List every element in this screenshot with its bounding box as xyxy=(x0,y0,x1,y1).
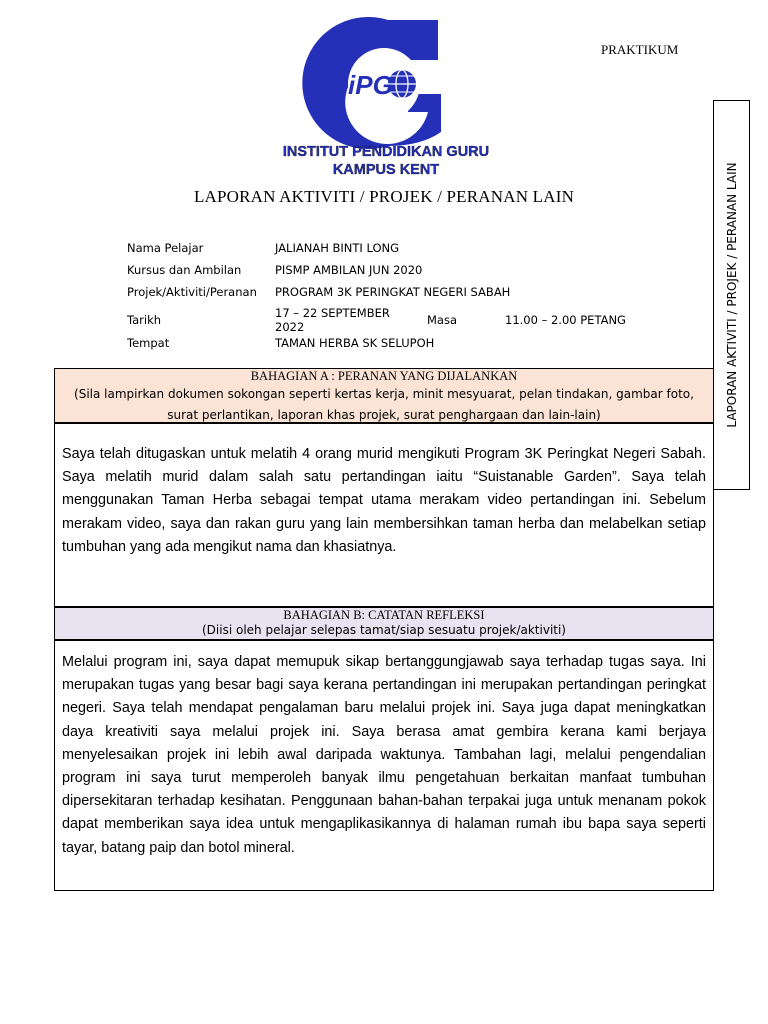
masa-label: Masa xyxy=(427,313,458,327)
side-label-box xyxy=(713,100,750,490)
section-a-title: BAHAGIAN A : PERANAN YANG DIJALANKAN xyxy=(250,369,518,383)
section-a-note: (Sila lampirkan dokumen sokongan seperti kertas kerja, minit mesyuarat, pelan tindakan, gambar foto, surat perlantikan, laporan khas projek, surat penghargaan dan lain-lain) xyxy=(74,387,694,422)
projek-label: Projek/Aktiviti/Peranan xyxy=(127,285,257,299)
svg-text:iPG: iPG xyxy=(348,70,393,100)
nama-value: JALIANAH BINTI LONG xyxy=(275,241,400,255)
tempat-label: Tempat xyxy=(127,336,170,350)
tarikh-label: Tarikh xyxy=(127,313,162,327)
page-title: LAPORAN AKTIVITI / PROJEK / PERANAN LAIN xyxy=(193,187,575,206)
svg-text:KAMPUS KENT: KAMPUS KENT xyxy=(332,162,440,178)
section-a-header xyxy=(54,368,714,423)
tempat-value: TAMAN HERBA SK SELUPOH xyxy=(275,336,435,350)
section-b-text: Melalui program ini, saya dapat memupuk sikap bertanggungjawab saya terhadap tugas saya. Ini merupakan tugas yang besar bagi saya kerana pertandingan ini merupakan pertandingan peringkat negeri. Saya telah mendapat pengalaman baru melalui projek ini. Saya juga dapat meningkatkan daya kreativiti saya melalui projek ini. Saya berasa amat gembira kerana kami berjaya menyelesaikan projek ini lebih awal daripada waktunya. Tambahan lagi, melalui pengendalian program ini saya turut memperoleh banyak ilmu pengetahuan berkaitan manfaat tumbuhan dipersekitaran terhadap kesihatan. Penggunaan bahan-bahan terpakai juga untuk menanam pokok dapat memberikan saya idea untuk mengaplikasikannya di halaman rumah ibu bapa saya seperti tayar, batang paip dan botol mineral. xyxy=(62,654,706,856)
tarikh-value-line1: 17 – 22 SEPTEMBER xyxy=(275,306,390,320)
masa-value: 11.00 – 2.00 PETANG xyxy=(505,313,626,327)
section-b-title: BAHAGIAN B: CATATAN REFLEKSI xyxy=(283,608,485,622)
ipg-logo xyxy=(282,14,490,184)
svg-text:INSTITUT PENDIDIKAN GURU: INSTITUT PENDIDIKAN GURU xyxy=(282,144,490,160)
side-label: LAPORAN AKTIVITI / PROJEK / PERANAN LAIN xyxy=(724,162,739,428)
section-b-note: (Diisi oleh pelajar selepas tamat/siap sesuatu projek/aktiviti) xyxy=(201,623,566,637)
kursus-label: Kursus dan Ambilan xyxy=(127,263,242,277)
tarikh-value-line2: 2022 xyxy=(275,320,305,334)
section-b-body xyxy=(54,640,714,891)
projek-value: PROGRAM 3K PERINGKAT NEGERI SABAH xyxy=(275,285,511,299)
nama-label: Nama Pelajar xyxy=(127,241,204,255)
kursus-value: PISMP AMBILAN JUN 2020 xyxy=(275,263,423,277)
praktikum-tag: PRAKTIKUM xyxy=(601,42,679,57)
section-a-body xyxy=(54,423,714,607)
section-b-header xyxy=(54,607,714,640)
section-a-text: Saya telah ditugaskan untuk melatih 4 orang murid mengikuti Program 3K Peringkat Negeri Sabah. Saya melatih murid dalam salah satu pertandingan iaitu “Suistanable Garden”. Saya telah menggunakan Taman Herba sebagai tempat utama merakam video pertandingan ini. Sebelum merakam video, saya dan rakan guru yang lain membersihkan taman herba dan melabelkan setiap tumbuhan yang ada mengikut nama dan khasiatnya. xyxy=(62,446,706,555)
